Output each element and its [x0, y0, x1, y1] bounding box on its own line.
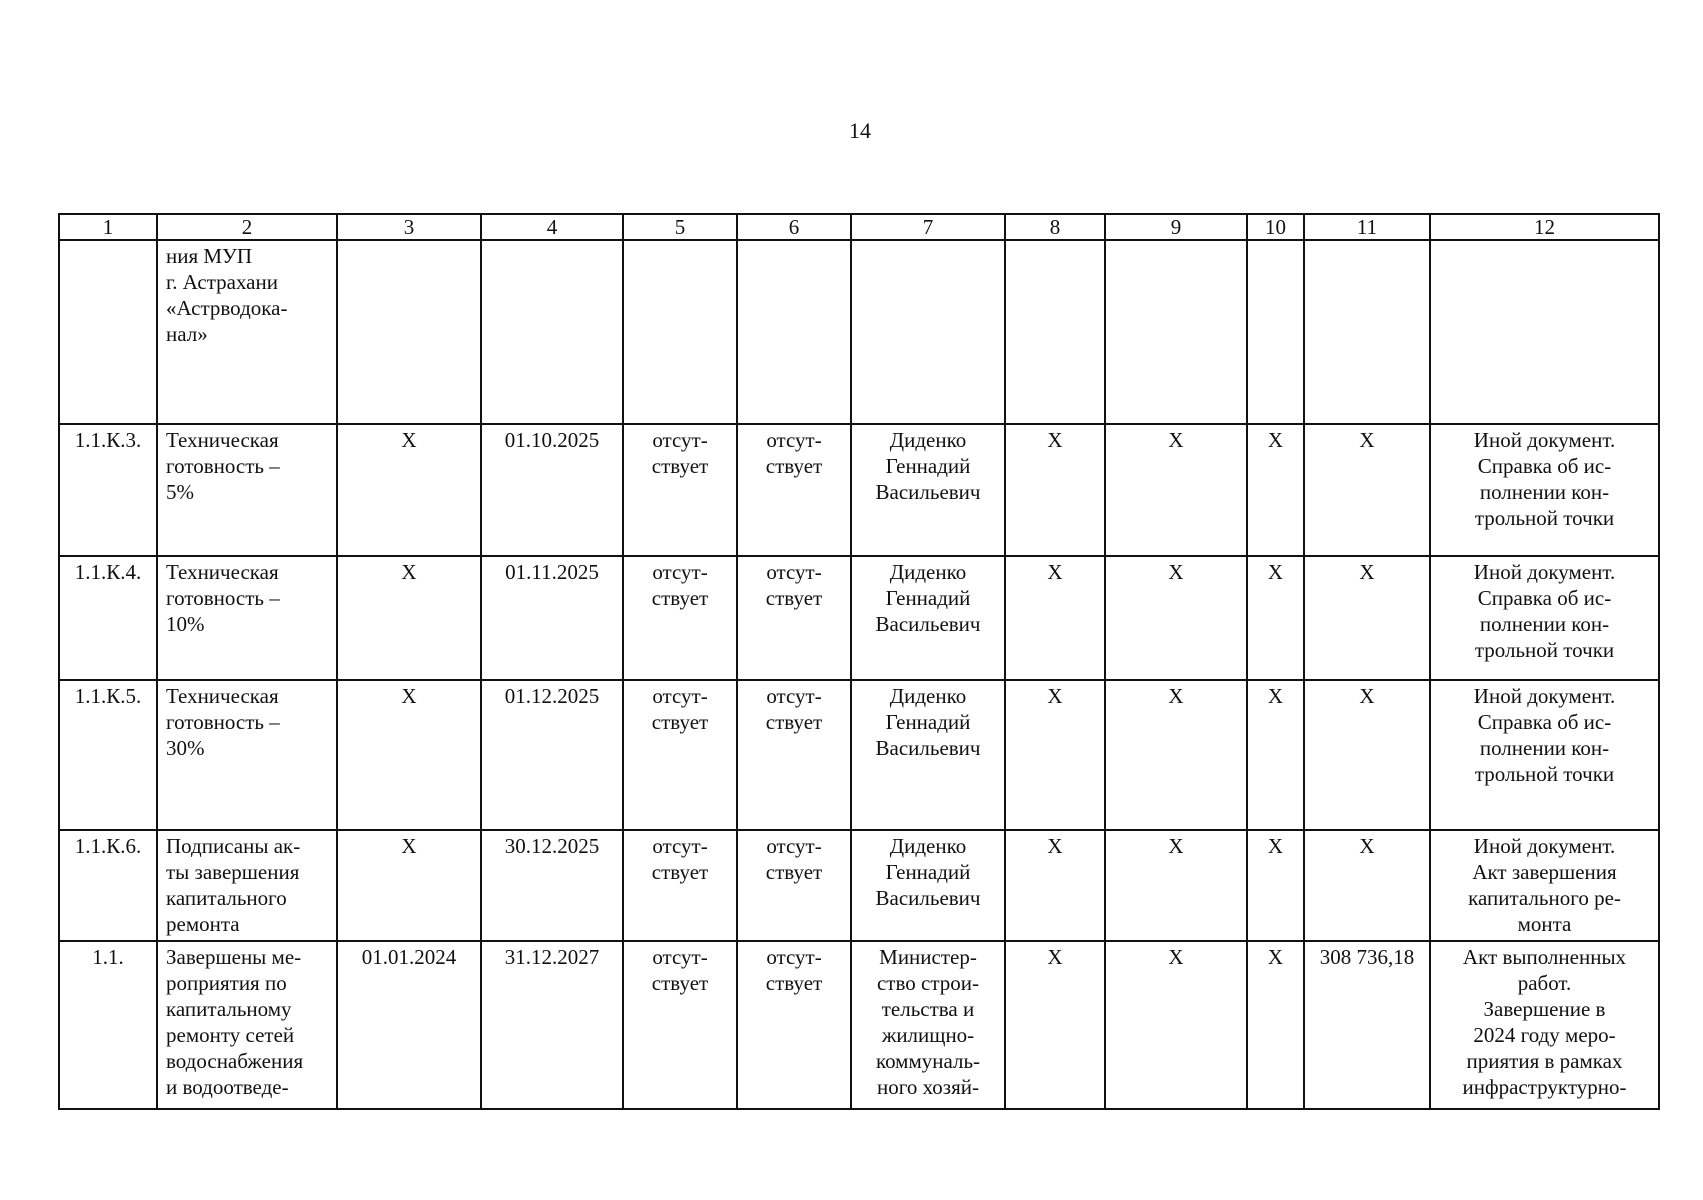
amount-cell: Х [1304, 680, 1430, 830]
table-row [59, 424, 1659, 556]
document-cell: Акт выполненных работ. Завершение в 2024 году меро- приятия в рамках инфраструктурно- [1430, 941, 1659, 1109]
table-cell: отсут- ствует [623, 556, 737, 680]
table-row [59, 240, 1659, 424]
table-cell: отсут- ствует [623, 941, 737, 1109]
start-date-cell: 01.01.2024 [337, 941, 481, 1109]
result-name-cell: Завершены ме- роприятия по капитальному ремонту сетей водоснабжения и водоотведе- [157, 941, 337, 1109]
table-cell: отсут- ствует [737, 941, 851, 1109]
amount-cell [1304, 240, 1430, 424]
result-name-cell: Подписаны ак- ты завершения капитального ремонта [157, 830, 337, 941]
table-cell [1247, 240, 1304, 424]
table-cell: отсут- ствует [737, 830, 851, 941]
table-cell: Х [1105, 830, 1247, 941]
table-cell: отсут- ствует [737, 556, 851, 680]
row-number-cell: 1.1.К.6. [59, 830, 157, 941]
column-number: 8 [1005, 214, 1105, 240]
end-date-cell: 01.12.2025 [481, 680, 623, 830]
column-number: 11 [1304, 214, 1430, 240]
document-cell: Иной документ. Справка об ис- полнении кон- трольной точки [1430, 424, 1659, 556]
document-cell: Иной документ. Акт завершения капитального ре- монта [1430, 830, 1659, 941]
end-date-cell [481, 240, 623, 424]
responsible-cell: Министер- ство строи- тельства и жилищно- коммуналь- ного хозяй- [851, 941, 1005, 1109]
page-number: 14 [849, 118, 871, 143]
table-cell: Х [1005, 941, 1105, 1109]
table-cell: Х [1105, 941, 1247, 1109]
table-cell: Х [1247, 941, 1304, 1109]
table-cell: Х [1105, 556, 1247, 680]
table-row [59, 941, 1659, 1109]
table-row [59, 680, 1659, 830]
table-cell: отсут- ствует [623, 830, 737, 941]
end-date-cell: 01.10.2025 [481, 424, 623, 556]
start-date-cell: Х [337, 830, 481, 941]
start-date-cell [337, 240, 481, 424]
end-date-cell: 30.12.2025 [481, 830, 623, 941]
table-cell: Х [1105, 680, 1247, 830]
column-number: 4 [481, 214, 623, 240]
table-row [59, 830, 1659, 941]
column-number: 6 [737, 214, 851, 240]
table-cell: Х [1247, 424, 1304, 556]
column-number: 1 [59, 214, 157, 240]
table-row [59, 556, 1659, 680]
table-cell: отсут- ствует [737, 424, 851, 556]
column-number: 9 [1105, 214, 1247, 240]
start-date-cell: Х [337, 424, 481, 556]
table-cell: Х [1247, 556, 1304, 680]
start-date-cell: Х [337, 556, 481, 680]
document-cell: Иной документ. Справка об ис- полнении кон- трольной точки [1430, 556, 1659, 680]
document-cell: Иной документ. Справка об ис- полнении кон- трольной точки [1430, 680, 1659, 830]
row-number-cell: 1.1.К.4. [59, 556, 157, 680]
table-cell [1105, 240, 1247, 424]
document-cell [1430, 240, 1659, 424]
row-number-cell: 1.1.К.3. [59, 424, 157, 556]
column-number: 2 [157, 214, 337, 240]
responsible-cell: Диденко Геннадий Васильевич [851, 830, 1005, 941]
control-points-table [58, 213, 1660, 1110]
result-name-cell: Техническая готовность – 10% [157, 556, 337, 680]
amount-cell: Х [1304, 556, 1430, 680]
responsible-cell: Диденко Геннадий Васильевич [851, 424, 1005, 556]
row-number-cell [59, 240, 157, 424]
table-cell: Х [1247, 830, 1304, 941]
table-cell: Х [1105, 424, 1247, 556]
table-cell [623, 240, 737, 424]
table-cell: отсут- ствует [737, 680, 851, 830]
column-number: 3 [337, 214, 481, 240]
responsible-cell: Диденко Геннадий Васильевич [851, 556, 1005, 680]
responsible-cell [851, 240, 1005, 424]
column-number: 12 [1430, 214, 1659, 240]
column-number-row [59, 214, 1659, 240]
row-number-cell: 1.1.К.5. [59, 680, 157, 830]
result-name-cell: ния МУП г. Астрахани «Астрводока- нал» [157, 240, 337, 424]
table-cell: отсут- ствует [623, 680, 737, 830]
table-cell: Х [1005, 424, 1105, 556]
end-date-cell: 31.12.2027 [481, 941, 623, 1109]
table-cell: отсут- ствует [623, 424, 737, 556]
table-cell [737, 240, 851, 424]
table-cell: Х [1005, 556, 1105, 680]
table-cell: Х [1247, 680, 1304, 830]
result-name-cell: Техническая готовность – 30% [157, 680, 337, 830]
table-cell: Х [1005, 680, 1105, 830]
result-name-cell: Техническая готовность – 5% [157, 424, 337, 556]
amount-cell: Х [1304, 830, 1430, 941]
amount-cell: 308 736,18 [1304, 941, 1430, 1109]
column-number: 10 [1247, 214, 1304, 240]
column-number: 5 [623, 214, 737, 240]
end-date-cell: 01.11.2025 [481, 556, 623, 680]
column-number: 7 [851, 214, 1005, 240]
start-date-cell: Х [337, 680, 481, 830]
amount-cell: Х [1304, 424, 1430, 556]
row-number-cell: 1.1. [59, 941, 157, 1109]
responsible-cell: Диденко Геннадий Васильевич [851, 680, 1005, 830]
table-cell: Х [1005, 830, 1105, 941]
table-cell [1005, 240, 1105, 424]
